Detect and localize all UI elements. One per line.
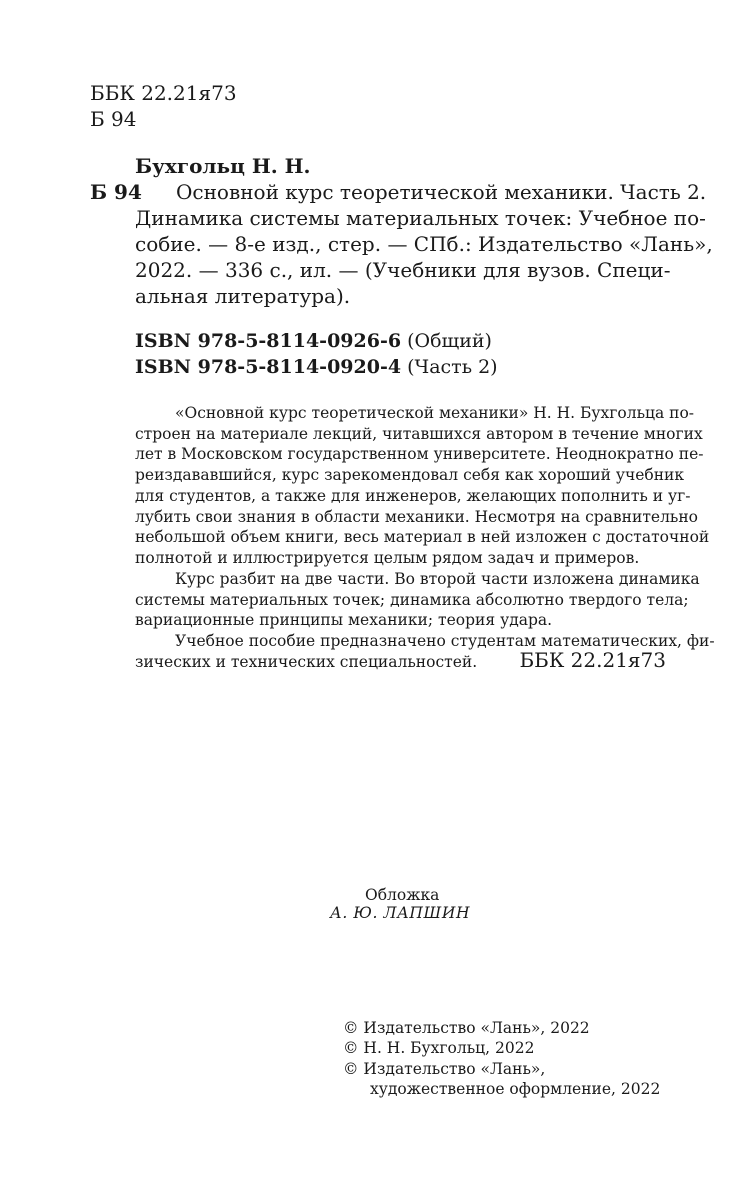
entry-line: Основной курс теоретической механики. Часть 2. xyxy=(176,180,707,204)
entry-author-mark: Б 94 xyxy=(90,180,142,204)
annotation-line: лет в Московском государственном университете. Неоднократно пе- xyxy=(135,445,704,463)
bbk-classification: ББК 22.21я73 xyxy=(90,81,237,105)
annotation-line: для студентов, а также для инженеров, желающих пополнить и уг- xyxy=(135,487,691,505)
copyright-line: © Н. Н. Бухгольц, 2022 xyxy=(343,1039,535,1057)
entry-line: 2022. — 336 с., ил. — (Учебники для вузов. Специ- xyxy=(135,258,671,282)
annotation-line: «Основной курс теоретической механики» Н. Н. Бухгольца по- xyxy=(175,404,695,422)
annotation-line: системы материальных точек; динамика абсолютно твердого тела; xyxy=(135,591,689,609)
isbn-code: ISBN 978-5-8114-0920-4 xyxy=(135,356,402,378)
annotation-line: строен на материале лекций, читавшихся автором в течение многих xyxy=(135,425,703,443)
copyright-line: © Издательство «Лань», xyxy=(343,1060,546,1078)
bbk-classification-bottom: ББК 22.21я73 xyxy=(519,648,666,672)
annotation-line: небольшой объем книги, весь материал в ней изложен с достаточной xyxy=(135,528,710,546)
author-mark: Б 94 xyxy=(90,107,137,131)
isbn-note: (Общий) xyxy=(407,330,492,352)
entry-line: Динамика системы материальных точек: Учебное по- xyxy=(135,206,706,230)
annotation-line: зических и технических специальностей. xyxy=(135,653,478,671)
copyright-line: © Издательство «Лань», 2022 xyxy=(343,1019,590,1037)
copyright-line: художественное оформление, 2022 xyxy=(370,1080,661,1098)
cover-designer: А. Ю. ЛАПШИН xyxy=(330,904,471,922)
annotation-line: Учебное пособие предназначено студентам математических, фи- xyxy=(175,632,715,650)
isbn-general xyxy=(135,328,492,354)
entry-line: собие. — 8-е изд., стер. — СПб.: Издательство «Лань», xyxy=(135,232,713,256)
entry-line: альная литература). xyxy=(135,284,351,308)
cover-label: Обложка xyxy=(365,886,440,904)
annotation-line: лубить свои знания в области механики. Несмотря на сравнительно xyxy=(135,508,699,526)
author-name: Бухгольц Н. Н. xyxy=(135,154,311,178)
annotation-line: вариационные принципы механики; теория удара. xyxy=(135,611,553,629)
annotation-line: Курс разбит на две части. Во второй части изложена динамика xyxy=(175,570,700,588)
isbn-part xyxy=(135,354,498,380)
isbn-code: ISBN 978-5-8114-0926-6 xyxy=(135,330,402,352)
annotation-line: полнотой и иллюстрируется целым рядом задач и примеров. xyxy=(135,549,640,567)
isbn-note: (Часть 2) xyxy=(407,356,498,378)
annotation-line: реиздававшийся, курс зарекомендовал себя как хороший учебник xyxy=(135,466,685,484)
